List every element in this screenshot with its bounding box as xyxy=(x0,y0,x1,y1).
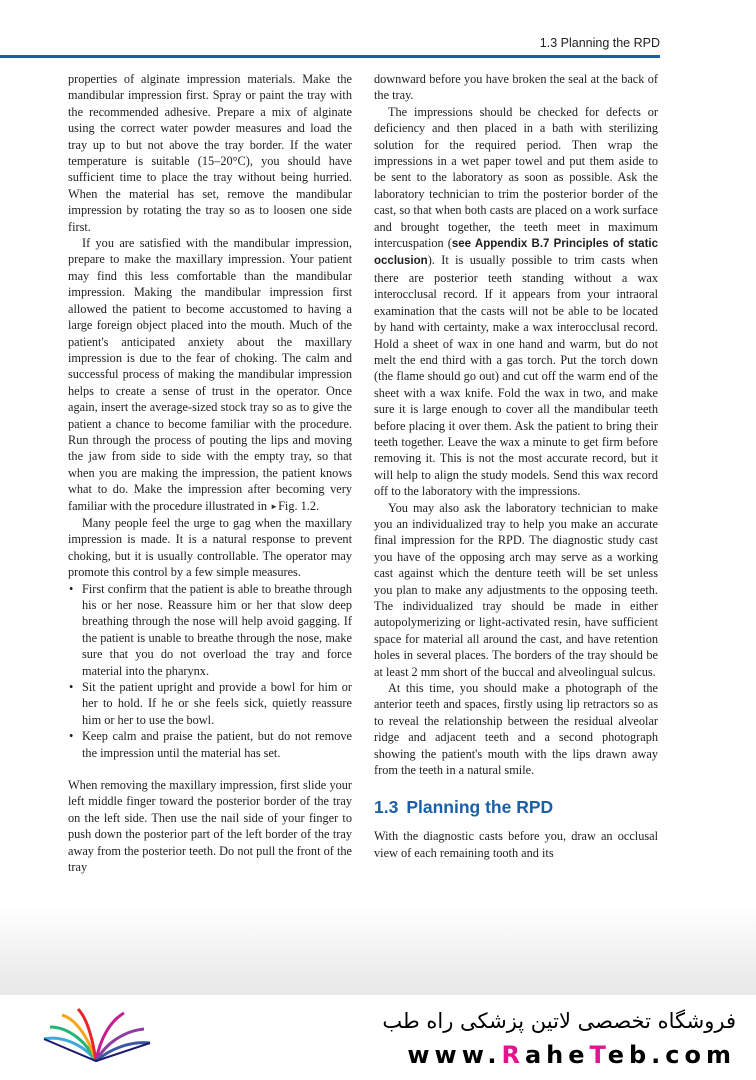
open-book-logo-icon xyxy=(40,1005,152,1065)
bullet-icon: • xyxy=(69,581,74,596)
appendix-reference-link[interactable]: see Appendix B.7 Principles of static occlusion xyxy=(374,238,658,268)
paragraph: properties of alginate impression materials. Make the mandibular impression first. Spray or paint the tray with the recommended adhesive. Prepare a mix of alginate using the correct water powder measures and load the tray up to but not above the tray border. If the water temperature is suitable (15–20°C), you should have sufficient time to place the tray without being hurried. When the material has set, remove the mandibular impression by rotating the tray so as to loosen one side first. xyxy=(68,72,352,234)
paragraph xyxy=(68,235,352,515)
list-item-text: Sit the patient upright and provide a bowl for him or her to hold. If he or she feels sick, quietly reassure him or her to use the bowl. xyxy=(82,680,352,727)
header-rule xyxy=(0,55,660,58)
bullet-icon: • xyxy=(69,680,74,695)
url-part: eb.com xyxy=(607,1041,736,1069)
paragraph: At this time, you should make a photograph of the anterior teeth and spaces, firstly using lip retractors so as to reveal the relationship between the residual alveolar ridge and adjacent teeth and a second photograph showing the patient's mouth with the lips drawn away from the teeth in a natural smile. xyxy=(374,681,658,778)
paragraph-text: If you are satisfied with the mandibular impression, prepare to make the maxillary impression. Your patient may find this less comfortable than the mandibular impression. Making the mandibular impression first allowed the patient to become accustomed to having a large foreign object placed into the mouth. Much of the patient's anticipated anxiety about the maxillary impression is due to the fear of choking. The calm and successful process of making the mandibular impression helps to create a sense of trust in the operator. Once again, insert the average-sized stock tray so as to give the patient a chance to become familiar with the procedure. Run through the process of pouting the lips and moving the jaw from side to side with the empty tray, so that when you are making the impression, the patient knows what to do. Make the impression after becoming very familiar with the procedure illustrated in xyxy=(68,236,352,513)
paragraph xyxy=(374,104,658,500)
paragraph-text: ). It is usually possible to trim casts when there are posterior teeth standing without a wax interocclusal record. If it appears from your intraoral examination that the casts will not be able to be located by hand with certainty, make a wax interocclusal record. Hold a sheet of wax in one hand and warm, but do not melt the end third with a gas torch. Put the torch down (the flame should go out) and cut off the warm end of the sheet with a wax knife. Fold the wax in two, and make sure it is large enough to cover all the mandibular teeth before placing it over them. Ask the patient to bring their teeth together. Leave the wax a minute to get firm before removing it. This is not the most accurate record, but it will help to align the study models. Send this wax record off to the laboratory with the impressions. xyxy=(374,253,658,499)
paragraph: When removing the maxillary impression, first slide your left middle finger toward the posterior border of the tray on the left side. Then use the nail side of your finger to push down the posterior part of the left border of the tray away from the posterior teeth. Do not pull the front of the tray xyxy=(68,778,352,875)
section-title: Planning the RPD xyxy=(406,797,554,818)
figure-reference-link[interactable]: Fig. 1.2. xyxy=(278,498,320,513)
url-part: ahe xyxy=(524,1041,590,1069)
website-url[interactable] xyxy=(407,1041,736,1069)
list-item-text: Keep calm and praise the patient, but do not remove the impression until the material has set. xyxy=(82,729,352,760)
list-item-text: First confirm that the patient is able to breathe through his or her nose. Reassure him or her that slow deep breathing through the nose will help avoid gagging. If the patient is unable to breathe through the nose, make sure that you do not overload the tray and force material into the pharynx. xyxy=(82,581,352,678)
paragraph: With the diagnostic casts before you, draw an occlusal view of each remaining tooth and its xyxy=(374,829,658,860)
bullet-icon: • xyxy=(69,729,74,744)
watermark-footer xyxy=(0,995,756,1080)
paragraph: You may also ask the laboratory technician to make you an individualized tray to help you make an accurate final impression for the RPD. The diagnostic study cast you have of the opposing arch may serve as a working cast against which the denture teeth will be set unless you plan to make any adjustments to the opposing teeth. The individualized tray should be made in either autopolymerizing or light-activated resin, have sufficient space for material all around the cast, and have retention holes in several places. The borders of the tray should be at least 2 mm short of the buccal and alveolingual sulcus. xyxy=(374,500,658,679)
paragraph-text: The impressions should be checked for defects or deficiency and then placed in a bath with sterilizing solution for the required period. Then wrap the impressions in a wet paper towel and put them aside to be sent to the laboratory as soon as possible. Ask the laboratory technician to trim the posterior border of the cast, so that when both casts are placed on a work surface and brought together, the teeth meet in maximum intercuspation ( xyxy=(374,104,658,251)
bullet-list xyxy=(68,581,352,761)
shop-name: فروشگاه تخصصی لاتین پزشکی راه طب xyxy=(382,1009,736,1033)
paragraph: downward before you have broken the seal at the back of the tray. xyxy=(374,72,658,103)
list-item xyxy=(68,728,352,761)
left-column xyxy=(68,71,352,876)
cross-reference-arrow-icon: ► xyxy=(270,501,279,511)
url-part: www. xyxy=(407,1041,502,1069)
bottom-fade xyxy=(0,905,756,1000)
running-head: 1.3 Planning the RPD xyxy=(539,36,660,50)
right-column xyxy=(374,71,658,861)
paragraph: Many people feel the urge to gag when the maxillary impression is made. It is a natural response to prevent choking, but it is usually controllable. The operator may promote this control by a few simple measures. xyxy=(68,515,352,580)
section-number: 1.3 xyxy=(374,797,399,818)
url-accent: R xyxy=(501,1041,525,1069)
list-item xyxy=(68,679,352,728)
list-item xyxy=(68,581,352,679)
section-heading xyxy=(374,796,658,818)
url-accent: T xyxy=(589,1041,608,1069)
